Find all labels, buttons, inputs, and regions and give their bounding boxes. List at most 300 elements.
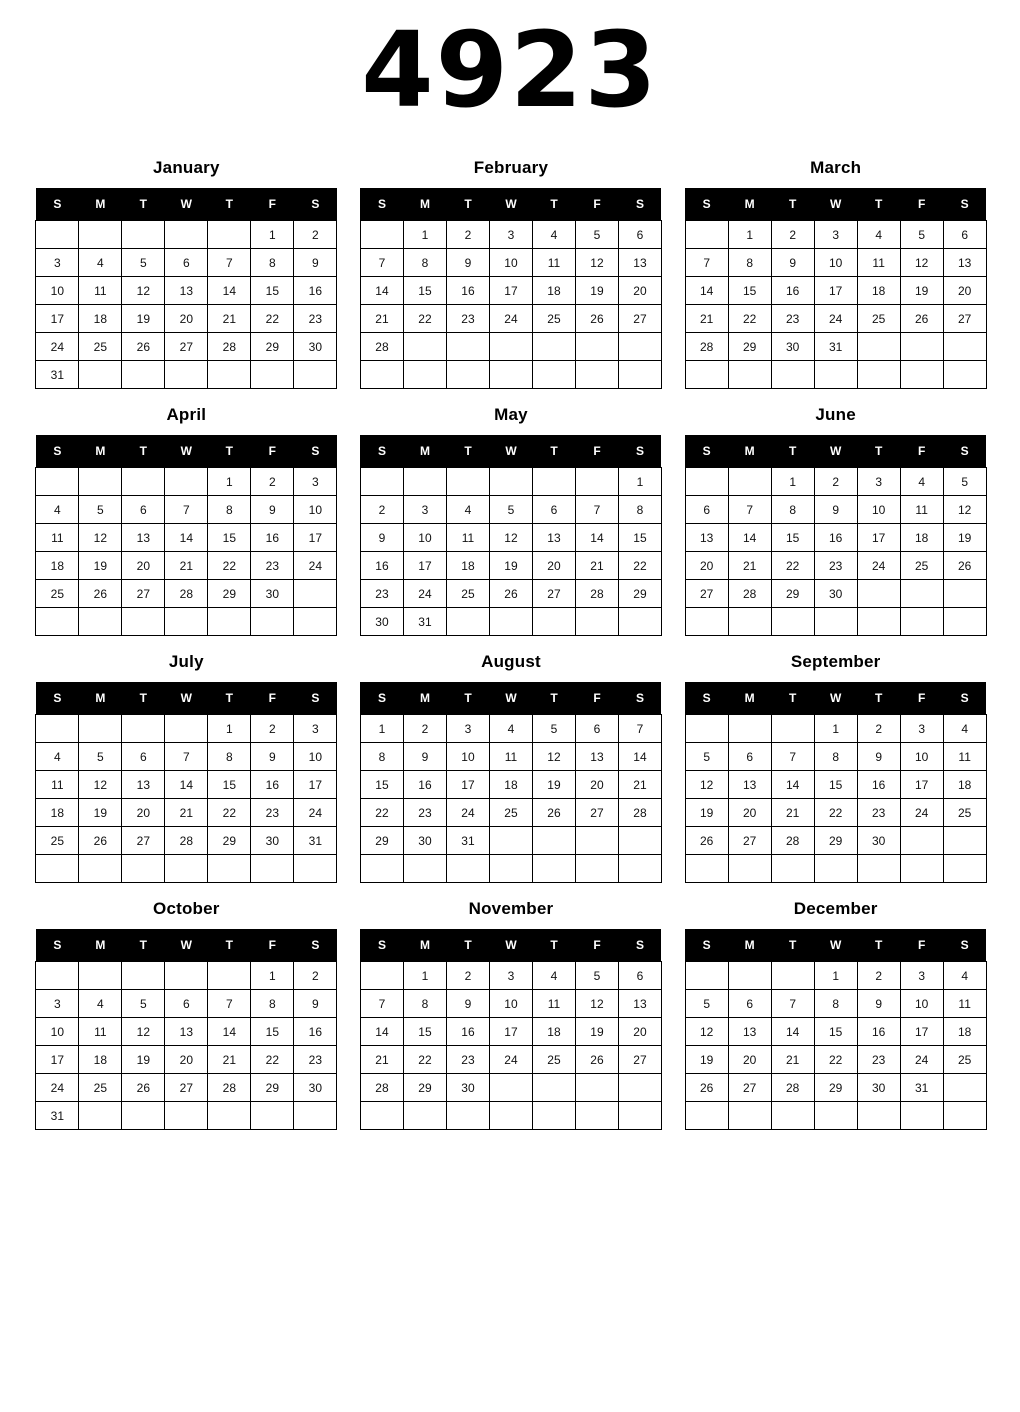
day-cell[interactable]: 19 [122, 305, 165, 333]
day-cell[interactable]: 3 [900, 962, 943, 990]
day-cell[interactable]: 26 [900, 305, 943, 333]
day-cell[interactable]: 14 [771, 1018, 814, 1046]
day-cell[interactable]: 4 [79, 249, 122, 277]
day-cell[interactable]: 22 [208, 799, 251, 827]
day-cell[interactable]: 18 [943, 771, 986, 799]
day-cell[interactable]: 14 [728, 524, 771, 552]
day-cell[interactable]: 9 [446, 990, 489, 1018]
day-cell[interactable]: 10 [294, 743, 337, 771]
day-cell[interactable]: 26 [122, 1074, 165, 1102]
day-cell[interactable]: 21 [575, 552, 618, 580]
day-cell[interactable]: 12 [532, 743, 575, 771]
day-cell[interactable]: 22 [403, 1046, 446, 1074]
day-cell[interactable]: 8 [251, 990, 294, 1018]
day-cell[interactable]: 20 [122, 552, 165, 580]
day-cell[interactable]: 17 [294, 524, 337, 552]
day-cell[interactable]: 26 [575, 305, 618, 333]
day-cell[interactable]: 19 [575, 277, 618, 305]
day-cell[interactable]: 28 [771, 1074, 814, 1102]
day-cell[interactable]: 16 [771, 277, 814, 305]
day-cell[interactable]: 21 [208, 1046, 251, 1074]
day-cell[interactable]: 29 [208, 827, 251, 855]
day-cell[interactable]: 17 [489, 277, 532, 305]
day-cell[interactable]: 9 [251, 743, 294, 771]
day-cell[interactable]: 21 [165, 552, 208, 580]
day-cell[interactable]: 9 [857, 990, 900, 1018]
day-cell[interactable]: 11 [532, 990, 575, 1018]
day-cell[interactable]: 27 [122, 580, 165, 608]
day-cell[interactable]: 30 [360, 608, 403, 636]
day-cell[interactable]: 26 [489, 580, 532, 608]
day-cell[interactable]: 13 [685, 524, 728, 552]
day-cell[interactable]: 1 [403, 962, 446, 990]
day-cell[interactable]: 25 [857, 305, 900, 333]
day-cell[interactable]: 18 [36, 552, 79, 580]
day-cell[interactable]: 12 [489, 524, 532, 552]
day-cell[interactable]: 2 [857, 962, 900, 990]
day-cell[interactable]: 20 [728, 799, 771, 827]
day-cell[interactable]: 20 [122, 799, 165, 827]
day-cell[interactable]: 2 [251, 715, 294, 743]
day-cell[interactable]: 5 [122, 990, 165, 1018]
day-cell[interactable]: 8 [251, 249, 294, 277]
day-cell[interactable]: 9 [403, 743, 446, 771]
day-cell[interactable]: 2 [446, 962, 489, 990]
day-cell[interactable]: 22 [814, 799, 857, 827]
day-cell[interactable]: 13 [943, 249, 986, 277]
day-cell[interactable]: 11 [532, 249, 575, 277]
day-cell[interactable]: 17 [36, 305, 79, 333]
day-cell[interactable]: 29 [814, 1074, 857, 1102]
day-cell[interactable]: 17 [857, 524, 900, 552]
day-cell[interactable]: 14 [208, 277, 251, 305]
day-cell[interactable]: 25 [532, 305, 575, 333]
day-cell[interactable]: 21 [165, 799, 208, 827]
day-cell[interactable]: 1 [208, 468, 251, 496]
day-cell[interactable]: 24 [900, 799, 943, 827]
day-cell[interactable]: 7 [685, 249, 728, 277]
day-cell[interactable]: 19 [79, 799, 122, 827]
day-cell[interactable]: 11 [900, 496, 943, 524]
day-cell[interactable]: 12 [122, 1018, 165, 1046]
day-cell[interactable]: 21 [771, 799, 814, 827]
day-cell[interactable]: 4 [532, 221, 575, 249]
day-cell[interactable]: 29 [208, 580, 251, 608]
day-cell[interactable]: 29 [728, 333, 771, 361]
day-cell[interactable]: 19 [685, 1046, 728, 1074]
day-cell[interactable]: 20 [618, 277, 661, 305]
day-cell[interactable]: 28 [165, 580, 208, 608]
day-cell[interactable]: 1 [403, 221, 446, 249]
day-cell[interactable]: 15 [208, 771, 251, 799]
day-cell[interactable]: 10 [857, 496, 900, 524]
day-cell[interactable]: 2 [403, 715, 446, 743]
day-cell[interactable]: 27 [685, 580, 728, 608]
day-cell[interactable]: 24 [489, 305, 532, 333]
day-cell[interactable]: 18 [36, 799, 79, 827]
day-cell[interactable]: 12 [900, 249, 943, 277]
day-cell[interactable]: 7 [771, 743, 814, 771]
day-cell[interactable]: 1 [251, 221, 294, 249]
day-cell[interactable]: 31 [294, 827, 337, 855]
day-cell[interactable]: 13 [618, 990, 661, 1018]
day-cell[interactable]: 6 [685, 496, 728, 524]
day-cell[interactable]: 5 [79, 496, 122, 524]
day-cell[interactable]: 25 [36, 580, 79, 608]
day-cell[interactable]: 25 [532, 1046, 575, 1074]
day-cell[interactable]: 17 [403, 552, 446, 580]
day-cell[interactable]: 15 [814, 771, 857, 799]
day-cell[interactable]: 30 [294, 1074, 337, 1102]
day-cell[interactable]: 23 [857, 799, 900, 827]
day-cell[interactable]: 3 [36, 990, 79, 1018]
day-cell[interactable]: 4 [79, 990, 122, 1018]
day-cell[interactable]: 13 [122, 524, 165, 552]
day-cell[interactable]: 31 [36, 1102, 79, 1130]
day-cell[interactable]: 27 [618, 1046, 661, 1074]
day-cell[interactable]: 12 [575, 990, 618, 1018]
day-cell[interactable]: 18 [79, 305, 122, 333]
day-cell[interactable]: 30 [403, 827, 446, 855]
day-cell[interactable]: 23 [360, 580, 403, 608]
day-cell[interactable]: 22 [251, 305, 294, 333]
day-cell[interactable]: 12 [79, 524, 122, 552]
day-cell[interactable]: 22 [208, 552, 251, 580]
day-cell[interactable]: 2 [857, 715, 900, 743]
day-cell[interactable]: 25 [79, 1074, 122, 1102]
day-cell[interactable]: 16 [857, 1018, 900, 1046]
day-cell[interactable]: 11 [79, 277, 122, 305]
day-cell[interactable]: 10 [294, 496, 337, 524]
day-cell[interactable]: 23 [251, 552, 294, 580]
day-cell[interactable]: 30 [857, 1074, 900, 1102]
day-cell[interactable]: 28 [208, 1074, 251, 1102]
day-cell[interactable]: 29 [771, 580, 814, 608]
day-cell[interactable]: 11 [857, 249, 900, 277]
day-cell[interactable]: 8 [618, 496, 661, 524]
day-cell[interactable]: 21 [728, 552, 771, 580]
day-cell[interactable]: 31 [446, 827, 489, 855]
day-cell[interactable]: 29 [360, 827, 403, 855]
day-cell[interactable]: 11 [943, 743, 986, 771]
day-cell[interactable]: 29 [618, 580, 661, 608]
day-cell[interactable]: 1 [728, 221, 771, 249]
day-cell[interactable]: 10 [900, 743, 943, 771]
day-cell[interactable]: 17 [294, 771, 337, 799]
day-cell[interactable]: 4 [446, 496, 489, 524]
day-cell[interactable]: 22 [728, 305, 771, 333]
day-cell[interactable]: 25 [36, 827, 79, 855]
day-cell[interactable]: 16 [446, 277, 489, 305]
day-cell[interactable]: 10 [900, 990, 943, 1018]
day-cell[interactable]: 13 [165, 277, 208, 305]
day-cell[interactable]: 10 [446, 743, 489, 771]
day-cell[interactable]: 14 [165, 524, 208, 552]
day-cell[interactable]: 18 [446, 552, 489, 580]
day-cell[interactable]: 6 [122, 743, 165, 771]
day-cell[interactable]: 24 [294, 552, 337, 580]
day-cell[interactable]: 18 [900, 524, 943, 552]
day-cell[interactable]: 18 [489, 771, 532, 799]
day-cell[interactable]: 23 [857, 1046, 900, 1074]
day-cell[interactable]: 6 [728, 743, 771, 771]
day-cell[interactable]: 1 [208, 715, 251, 743]
day-cell[interactable]: 13 [618, 249, 661, 277]
day-cell[interactable]: 8 [208, 743, 251, 771]
day-cell[interactable]: 12 [575, 249, 618, 277]
day-cell[interactable]: 23 [294, 1046, 337, 1074]
day-cell[interactable]: 26 [122, 333, 165, 361]
day-cell[interactable]: 7 [360, 249, 403, 277]
day-cell[interactable]: 3 [294, 468, 337, 496]
day-cell[interactable]: 28 [685, 333, 728, 361]
day-cell[interactable]: 20 [685, 552, 728, 580]
day-cell[interactable]: 31 [403, 608, 446, 636]
day-cell[interactable]: 2 [294, 221, 337, 249]
day-cell[interactable]: 8 [814, 990, 857, 1018]
day-cell[interactable]: 26 [532, 799, 575, 827]
day-cell[interactable]: 16 [403, 771, 446, 799]
day-cell[interactable]: 1 [771, 468, 814, 496]
day-cell[interactable]: 9 [446, 249, 489, 277]
day-cell[interactable]: 5 [685, 990, 728, 1018]
day-cell[interactable]: 5 [532, 715, 575, 743]
day-cell[interactable]: 4 [900, 468, 943, 496]
day-cell[interactable]: 2 [446, 221, 489, 249]
day-cell[interactable]: 28 [208, 333, 251, 361]
day-cell[interactable]: 21 [618, 771, 661, 799]
day-cell[interactable]: 27 [618, 305, 661, 333]
day-cell[interactable]: 17 [446, 771, 489, 799]
day-cell[interactable]: 18 [79, 1046, 122, 1074]
day-cell[interactable]: 8 [814, 743, 857, 771]
day-cell[interactable]: 15 [360, 771, 403, 799]
day-cell[interactable]: 18 [943, 1018, 986, 1046]
day-cell[interactable]: 16 [294, 1018, 337, 1046]
day-cell[interactable]: 12 [79, 771, 122, 799]
day-cell[interactable]: 6 [618, 962, 661, 990]
day-cell[interactable]: 13 [122, 771, 165, 799]
day-cell[interactable]: 8 [360, 743, 403, 771]
day-cell[interactable]: 5 [575, 221, 618, 249]
day-cell[interactable]: 22 [618, 552, 661, 580]
day-cell[interactable]: 13 [165, 1018, 208, 1046]
day-cell[interactable]: 22 [251, 1046, 294, 1074]
day-cell[interactable]: 14 [771, 771, 814, 799]
day-cell[interactable]: 23 [251, 799, 294, 827]
day-cell[interactable]: 21 [360, 1046, 403, 1074]
day-cell[interactable]: 4 [943, 715, 986, 743]
day-cell[interactable]: 20 [728, 1046, 771, 1074]
day-cell[interactable]: 9 [294, 990, 337, 1018]
day-cell[interactable]: 10 [489, 249, 532, 277]
day-cell[interactable]: 17 [489, 1018, 532, 1046]
day-cell[interactable]: 3 [403, 496, 446, 524]
day-cell[interactable]: 14 [618, 743, 661, 771]
day-cell[interactable]: 30 [857, 827, 900, 855]
day-cell[interactable]: 5 [685, 743, 728, 771]
day-cell[interactable]: 27 [532, 580, 575, 608]
day-cell[interactable]: 2 [814, 468, 857, 496]
day-cell[interactable]: 26 [79, 580, 122, 608]
day-cell[interactable]: 8 [403, 990, 446, 1018]
day-cell[interactable]: 6 [943, 221, 986, 249]
day-cell[interactable]: 11 [79, 1018, 122, 1046]
day-cell[interactable]: 4 [36, 743, 79, 771]
day-cell[interactable]: 10 [403, 524, 446, 552]
day-cell[interactable]: 10 [814, 249, 857, 277]
day-cell[interactable]: 3 [489, 221, 532, 249]
day-cell[interactable]: 3 [814, 221, 857, 249]
day-cell[interactable]: 19 [900, 277, 943, 305]
day-cell[interactable]: 15 [771, 524, 814, 552]
day-cell[interactable]: 7 [165, 743, 208, 771]
day-cell[interactable]: 6 [165, 249, 208, 277]
day-cell[interactable]: 25 [446, 580, 489, 608]
day-cell[interactable]: 9 [360, 524, 403, 552]
day-cell[interactable]: 31 [900, 1074, 943, 1102]
day-cell[interactable]: 24 [857, 552, 900, 580]
day-cell[interactable]: 3 [900, 715, 943, 743]
day-cell[interactable]: 24 [900, 1046, 943, 1074]
day-cell[interactable]: 15 [618, 524, 661, 552]
day-cell[interactable]: 23 [403, 799, 446, 827]
day-cell[interactable]: 9 [294, 249, 337, 277]
day-cell[interactable]: 27 [122, 827, 165, 855]
day-cell[interactable]: 25 [943, 1046, 986, 1074]
day-cell[interactable]: 24 [36, 333, 79, 361]
day-cell[interactable]: 21 [771, 1046, 814, 1074]
day-cell[interactable]: 18 [532, 1018, 575, 1046]
day-cell[interactable]: 15 [251, 277, 294, 305]
day-cell[interactable]: 25 [900, 552, 943, 580]
day-cell[interactable]: 31 [36, 361, 79, 389]
day-cell[interactable]: 27 [728, 827, 771, 855]
day-cell[interactable]: 5 [122, 249, 165, 277]
day-cell[interactable]: 14 [575, 524, 618, 552]
day-cell[interactable]: 19 [489, 552, 532, 580]
day-cell[interactable]: 5 [575, 962, 618, 990]
day-cell[interactable]: 4 [943, 962, 986, 990]
day-cell[interactable]: 7 [165, 496, 208, 524]
day-cell[interactable]: 24 [294, 799, 337, 827]
day-cell[interactable]: 2 [771, 221, 814, 249]
day-cell[interactable]: 8 [771, 496, 814, 524]
day-cell[interactable]: 24 [403, 580, 446, 608]
day-cell[interactable]: 4 [489, 715, 532, 743]
day-cell[interactable]: 15 [208, 524, 251, 552]
day-cell[interactable]: 25 [79, 333, 122, 361]
day-cell[interactable]: 30 [771, 333, 814, 361]
day-cell[interactable]: 28 [575, 580, 618, 608]
day-cell[interactable]: 13 [575, 743, 618, 771]
day-cell[interactable]: 19 [122, 1046, 165, 1074]
day-cell[interactable]: 14 [360, 1018, 403, 1046]
day-cell[interactable]: 22 [403, 305, 446, 333]
day-cell[interactable]: 14 [685, 277, 728, 305]
day-cell[interactable]: 23 [446, 1046, 489, 1074]
day-cell[interactable]: 24 [36, 1074, 79, 1102]
day-cell[interactable]: 13 [532, 524, 575, 552]
day-cell[interactable]: 17 [814, 277, 857, 305]
day-cell[interactable]: 24 [489, 1046, 532, 1074]
day-cell[interactable]: 16 [251, 524, 294, 552]
day-cell[interactable]: 2 [251, 468, 294, 496]
day-cell[interactable]: 9 [814, 496, 857, 524]
day-cell[interactable]: 28 [728, 580, 771, 608]
day-cell[interactable]: 4 [532, 962, 575, 990]
day-cell[interactable]: 20 [165, 305, 208, 333]
day-cell[interactable]: 12 [122, 277, 165, 305]
day-cell[interactable]: 10 [36, 277, 79, 305]
day-cell[interactable]: 9 [771, 249, 814, 277]
day-cell[interactable]: 28 [360, 1074, 403, 1102]
day-cell[interactable]: 27 [165, 1074, 208, 1102]
day-cell[interactable]: 12 [685, 1018, 728, 1046]
day-cell[interactable]: 9 [251, 496, 294, 524]
day-cell[interactable]: 16 [446, 1018, 489, 1046]
day-cell[interactable]: 28 [165, 827, 208, 855]
day-cell[interactable]: 20 [165, 1046, 208, 1074]
day-cell[interactable]: 30 [446, 1074, 489, 1102]
day-cell[interactable]: 5 [943, 468, 986, 496]
day-cell[interactable]: 27 [943, 305, 986, 333]
day-cell[interactable]: 17 [900, 771, 943, 799]
day-cell[interactable]: 19 [532, 771, 575, 799]
day-cell[interactable]: 4 [857, 221, 900, 249]
day-cell[interactable]: 29 [403, 1074, 446, 1102]
day-cell[interactable]: 3 [489, 962, 532, 990]
day-cell[interactable]: 19 [943, 524, 986, 552]
day-cell[interactable]: 5 [900, 221, 943, 249]
day-cell[interactable]: 29 [814, 827, 857, 855]
day-cell[interactable]: 26 [685, 1074, 728, 1102]
day-cell[interactable]: 19 [685, 799, 728, 827]
day-cell[interactable]: 16 [814, 524, 857, 552]
day-cell[interactable]: 14 [165, 771, 208, 799]
day-cell[interactable]: 2 [294, 962, 337, 990]
day-cell[interactable]: 26 [943, 552, 986, 580]
day-cell[interactable]: 22 [360, 799, 403, 827]
day-cell[interactable]: 20 [618, 1018, 661, 1046]
day-cell[interactable]: 28 [360, 333, 403, 361]
day-cell[interactable]: 17 [36, 1046, 79, 1074]
day-cell[interactable]: 12 [943, 496, 986, 524]
day-cell[interactable]: 16 [294, 277, 337, 305]
day-cell[interactable]: 30 [814, 580, 857, 608]
day-cell[interactable]: 10 [489, 990, 532, 1018]
day-cell[interactable]: 23 [771, 305, 814, 333]
day-cell[interactable]: 29 [251, 1074, 294, 1102]
day-cell[interactable]: 1 [814, 715, 857, 743]
day-cell[interactable]: 15 [403, 277, 446, 305]
day-cell[interactable]: 6 [618, 221, 661, 249]
day-cell[interactable]: 30 [251, 580, 294, 608]
day-cell[interactable]: 7 [360, 990, 403, 1018]
day-cell[interactable]: 7 [208, 249, 251, 277]
day-cell[interactable]: 26 [79, 827, 122, 855]
day-cell[interactable]: 22 [771, 552, 814, 580]
day-cell[interactable]: 27 [728, 1074, 771, 1102]
day-cell[interactable]: 30 [294, 333, 337, 361]
day-cell[interactable]: 31 [814, 333, 857, 361]
day-cell[interactable]: 21 [208, 305, 251, 333]
day-cell[interactable]: 11 [36, 771, 79, 799]
day-cell[interactable]: 19 [575, 1018, 618, 1046]
day-cell[interactable]: 26 [685, 827, 728, 855]
day-cell[interactable]: 15 [403, 1018, 446, 1046]
day-cell[interactable]: 1 [618, 468, 661, 496]
